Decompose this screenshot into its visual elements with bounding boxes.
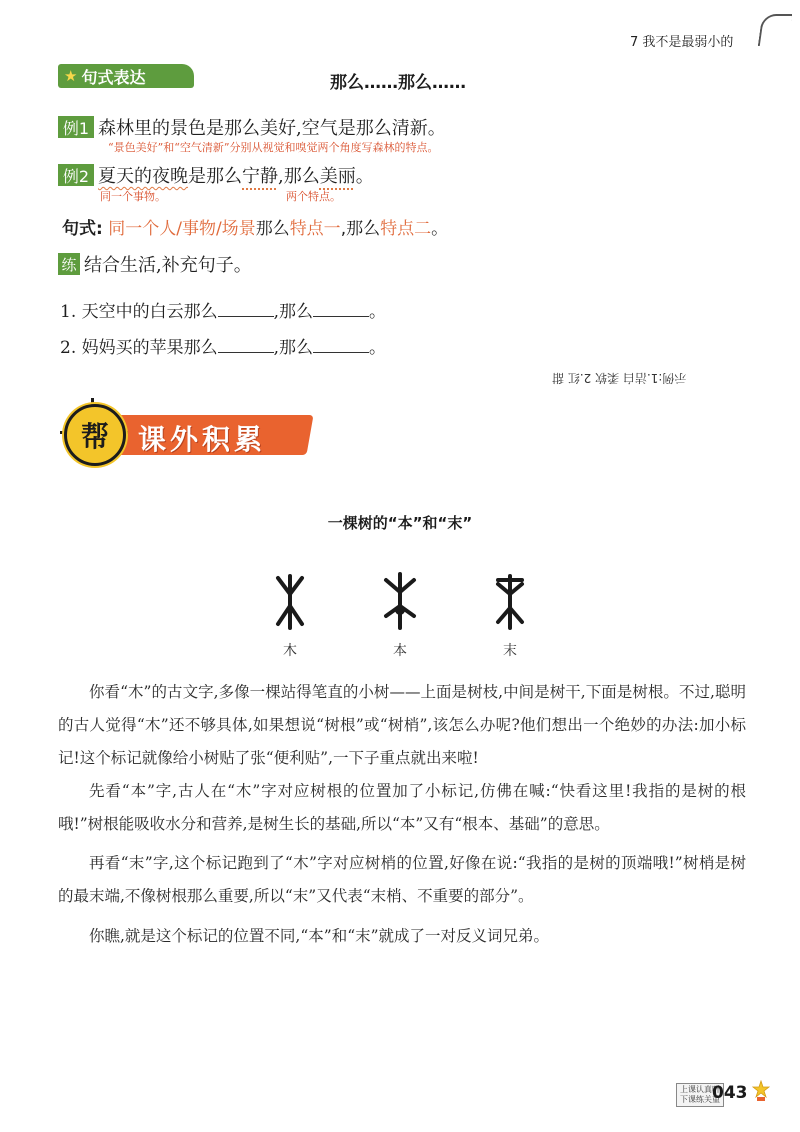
example1-part-b: 景色是那么美好: [170, 118, 296, 139]
example2-badge: 例2: [58, 164, 94, 186]
example1-part-e: 。: [427, 118, 446, 139]
section-tag-label: 句式表达: [81, 67, 146, 87]
formula-end: 。: [431, 219, 449, 239]
glyph-label-mu: 木: [283, 643, 297, 659]
example2-note-traits: 两个特点。: [286, 190, 341, 203]
extracurricular-banner: [60, 402, 310, 466]
example2-note-subject: 同一个事物。: [100, 190, 166, 203]
example2-trait2: 美丽: [319, 166, 356, 187]
q1-part-b: ,那么: [273, 302, 314, 322]
formula-trait2: 特点二: [380, 219, 432, 239]
q1-blank-1[interactable]: [218, 302, 274, 317]
formula-mid2: ,那么: [340, 219, 381, 239]
formula-mid1: 那么: [255, 219, 290, 239]
q2-part-a: 2. 妈妈买的苹果那么: [60, 338, 218, 358]
mascot-icon: [752, 1080, 770, 1102]
q2-blank-1[interactable]: [218, 338, 274, 353]
formula-subject: 同一个人/事物/场景: [108, 219, 256, 239]
pattern-title: 那么……那么……: [330, 73, 466, 93]
example2-subject: 夏天的夜晚: [98, 166, 188, 187]
running-head: 7 我不是最弱小的: [630, 35, 734, 50]
practice-question-2: [60, 333, 386, 358]
section-tag: [58, 64, 194, 88]
article-paragraph-1: 你看“木”的古文字,多像一棵站得笔直的小树——上面是树枝,中间是树干,下面是树根。不过,聪明的古人觉得“木”还不够具体,如果想说“树根”或“树梢”,该怎么办呢?他们想出一个绝妙的办法:加小标记!这个标记就像给小树贴了张“便利贴”,一下子重点就出来啦!: [58, 683, 746, 767]
example1-part-d: 空气是那么清新: [301, 118, 428, 139]
star-icon: ★: [64, 67, 78, 85]
glyph-label-ben: 本: [393, 643, 407, 659]
formula-trait1: 特点一: [289, 219, 341, 239]
practice-question-1: [60, 297, 386, 322]
page-number: 043: [712, 1083, 748, 1103]
article-paragraph-4: 你瞧,就是这个标记的位置不同,“本”和“末”就成了一对反义词兄弟。: [89, 927, 550, 945]
article-title: 一棵树的“本”和“末”: [327, 514, 473, 532]
banner-title: 课外积累: [138, 423, 267, 456]
ancient-ben-glyph: [380, 572, 420, 632]
practice-badge: 练: [58, 253, 80, 275]
article-paragraph-3: 再看“末”字,这个标记跑到了“木”字对应树梢的位置,好像在说:“我指的是树的顶端哦!”树梢是树的最末端,不像树根那么重要,所以“末”又代表“末梢、不重要的部分”。: [58, 854, 746, 905]
article-paragraph-2: 先看“本”字,古人在“木”字对应树根的位置加了小标记,仿佛在喊:“快看这里!我指的是树的根哦!”树根能吸收水分和营养,是树生长的基础,所以“本”又有“根本、基础”的意思。: [58, 782, 746, 833]
example1-badge: 例1: [58, 116, 94, 138]
example2-mid2: ,那么: [278, 166, 320, 187]
example1-note: “景色美好”和“空气清新”分别从视觉和嗅觉两个角度写森林的特点。: [108, 141, 439, 154]
ancient-mo-glyph: [490, 572, 530, 632]
sentence-formula: [62, 214, 448, 239]
example1-part-c: ,: [296, 118, 302, 139]
slogan-line-2: 下课练关重: [680, 1095, 720, 1104]
slogan-line-1: 上课认真听: [680, 1085, 720, 1094]
practice-instruction: 结合生活,补充句子。: [84, 255, 252, 276]
example1-sentence: [98, 114, 446, 140]
example2-trait1: 宁静: [242, 166, 278, 187]
formula-prefix: 句式:: [62, 219, 103, 239]
ancient-mu-glyph: [270, 572, 310, 632]
example1-part-a: 森林里的: [98, 118, 170, 139]
q2-part-c: 。: [369, 338, 387, 358]
q1-part-c: 。: [369, 302, 387, 322]
example2-mid1: 是那么: [188, 166, 242, 187]
example2-end: 。: [355, 166, 374, 187]
example2-sentence: [98, 162, 374, 188]
q2-blank-2[interactable]: [313, 338, 369, 353]
answer-key-upside-down: 示例:1.洁白 柔软 2.红 甜: [552, 371, 687, 385]
q2-part-b: ,那么: [273, 338, 314, 358]
q1-part-a: 1. 天空中的白云那么: [60, 302, 218, 322]
glyph-label-mo: 末: [503, 643, 517, 659]
q1-blank-2[interactable]: [313, 302, 369, 317]
corner-decoration: [758, 14, 792, 46]
banner-badge: 帮: [64, 404, 126, 466]
